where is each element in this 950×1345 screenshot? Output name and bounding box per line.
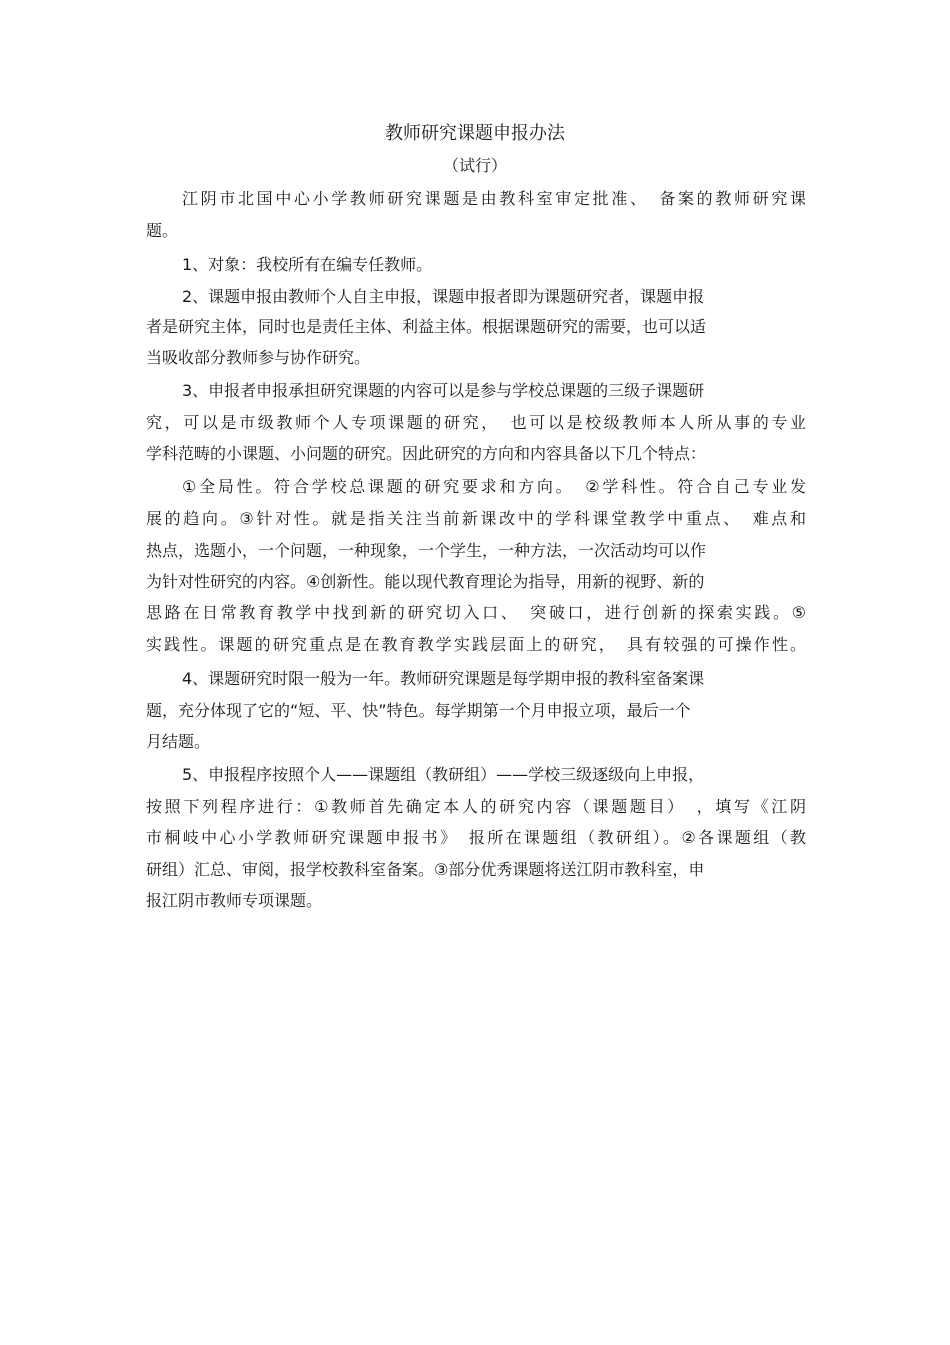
paragraph-line: 实践性。课题的研究重点是在教育教学实践层面上的研究， 具有较强的可操作性。 [146,635,806,654]
paragraph-line: 2、课题申报由教师个人自主申报，课题申报者即为课题研究者，课题申报 [182,287,705,306]
paragraph-line: 月结题。 [146,732,211,751]
paragraph-line: ①全局性。符合学校总课题的研究要求和方向。 ②学科性。符合自己专业发 [182,477,806,496]
paragraph-line: 当吸收部分教师参与协作研究。 [146,348,371,367]
paragraph-line: 究，可以是市级教师个人专项课题的研究， 也可以是校级教师本人所从事的专业 [146,413,806,432]
paragraph-line: 按照下列程序进行：①教师首先确定本人的研究内容（课题题目） ，填写《江阴 [146,797,806,816]
paragraph-line: 热点，选题小，一个问题，一种现象，一个学生，一种方法，一次活动均可以作 [146,541,707,560]
document-subtitle: （试行） [442,156,507,175]
paragraph-line: 4、课题研究时限一般为一年。教师研究课题是每学期申报的教科室备案课 [182,669,705,688]
paragraph-line: 5、申报程序按照个人——课题组（教研组）——学校三级逐级向上申报， [182,765,705,784]
paragraph-line: 展的趋向。③针对性。就是指关注当前新课改中的学科课堂教学中重点、 难点和 [146,509,806,528]
paragraph-line: 市桐岐中心小学教师研究课题申报书》 报所在课题组（教研组）。②各课题组（教 [146,828,806,847]
paragraph-line: 思路在日常教育教学中找到新的研究切入口、 突破口，进行创新的探索实践。⑤ [146,603,806,622]
paragraph-line: 题。 [146,221,179,240]
paragraph-line: 为针对性研究的内容。④创新性。能以现代教育理论为指导，用新的视野、新的 [146,572,705,591]
paragraph-line: 3、申报者申报承担研究课题的内容可以是参与学校总课题的三级子课题研 [182,381,705,400]
paragraph-line: 题，充分体现了它的“短、平、快”特色。每学期第一个月申报立项，最后一个 [146,701,691,720]
paragraph-line: 学科范畴的小课题、小问题的研究。因此研究的方向和内容具备以下几个特点： [146,444,707,463]
paragraph-line: 报江阴市教师专项课题。 [146,891,323,910]
paragraph-line: 研组）汇总、审阅，报学校教科室备案。③部分优秀课题将送江阴市教科室，申 [146,860,705,879]
document-title: 教师研究课题申报办法 [385,123,565,144]
paragraph-line: 江阴市北国中心小学教师研究课题是由教科室审定批准、 备案的教师研究课 [182,189,806,208]
paragraph-line: 1、对象：我校所有在编专任教师。 [182,255,433,274]
paragraph-line: 者是研究主体，同时也是责任主体、利益主体。根据课题研究的需要，也可以适 [146,317,707,336]
